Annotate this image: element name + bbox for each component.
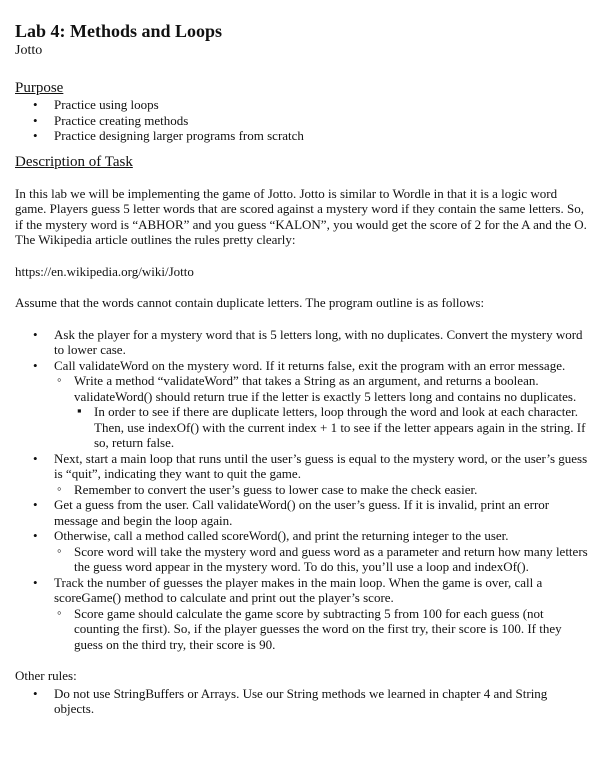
list-item: • Do not use StringBuffers or Arrays. Use our String methods we learned in chapter 4 and String objects. (15, 686, 590, 717)
step-text: Ask the player for a mystery word that is 5 letters long, with no duplicates. Convert the mystery word to lower case. (54, 326, 583, 357)
step-text: Next, start a main loop that runs until the user’s guess is equal to the mystery word, or the user’s guess is “quit”, indicating they want to quit the game. (54, 450, 588, 481)
intro-paragraph: In this lab we will be implementing the game of Jotto. Jotto is similar to Wordle in that it is a logic word game. Players guess 5 letter words that are scored against a mystery word if they contain the same letters. So, if the mystery word is “ABHOR” and you guess “KALON”, you would get the score of 2 for the A and the O. The Wikipedia article outlines the rules pretty clearly: (15, 185, 587, 247)
list-item (15, 451, 590, 498)
step-text: Track the number of guesses the player makes in the main loop. When the game is over, call a scoreGame() method to calculate and print out the player’s score. (54, 574, 543, 605)
sub-list (54, 482, 590, 498)
list-item: ◦ Remember to convert the user’s guess to lower case to make the check easier. (54, 482, 590, 498)
list-item: ◦ Score game should calculate the game score by subtracting 5 from 100 for each guess (not counting the first). So, if the player guesses the word on the first try, their score is 100. If they guess on the third try, their score is 90. (54, 606, 590, 653)
description-heading: Description of Task (15, 153, 133, 170)
outline-intro: Assume that the words cannot contain duplicate letters. The program outline is as follows: (15, 295, 485, 310)
list-item: ▪ In order to see if there are duplicate letters, loop through the word and look at each character. Then, use indexOf() with the current index + 1 to see if the letter appears again in the string. If so, return false. (74, 404, 590, 451)
step-text: Otherwise, call a method called scoreWord(), and print the returning integer to the user. (54, 528, 509, 543)
purpose-list (15, 97, 590, 144)
step-text: Call validateWord on the mystery word. If it returns false, exit the program with an error message. (54, 357, 566, 373)
list-item (54, 373, 590, 451)
list-item (15, 327, 590, 358)
step-text: Get a guess from the user. Call validateWord() on the user’s guess. If it is invalid, print an error message and begin the loop again. (54, 497, 550, 528)
list-item (15, 497, 590, 528)
list-item: • Practice using loops (15, 97, 590, 113)
list-item (15, 528, 590, 575)
other-rules-list (15, 686, 590, 717)
list-item: • Practice creating methods (15, 113, 590, 129)
page-subtitle: Jotto (15, 43, 43, 58)
sub-list (54, 606, 590, 653)
page-title: Lab 4: Methods and Loops (15, 21, 223, 41)
program-outline-list (15, 327, 590, 653)
sub-list (54, 373, 590, 451)
other-rules-heading: Other rules: (15, 668, 77, 683)
document-page (15, 20, 590, 717)
step-text: Write a method “validateWord” that takes a String as an argument, and returns a boolean. validateWord() should return true if the letter is exactly 5 letters long and contains no duplicates. (74, 373, 577, 404)
purpose-heading: Purpose (15, 80, 64, 96)
list-item (15, 575, 590, 653)
list-item: ◦ Score word will take the mystery word and guess word as a parameter and return how many letters the guess word appear in the mystery word. To do this, you’ll use a loop and indexOf(). (54, 544, 590, 575)
list-item: • Practice designing larger programs from scratch (15, 128, 590, 144)
wikipedia-link: https://en.wikipedia.org/wiki/Jotto (15, 263, 194, 279)
list-item (15, 358, 590, 451)
sub-sub-list (74, 404, 590, 451)
sub-list (54, 544, 590, 575)
